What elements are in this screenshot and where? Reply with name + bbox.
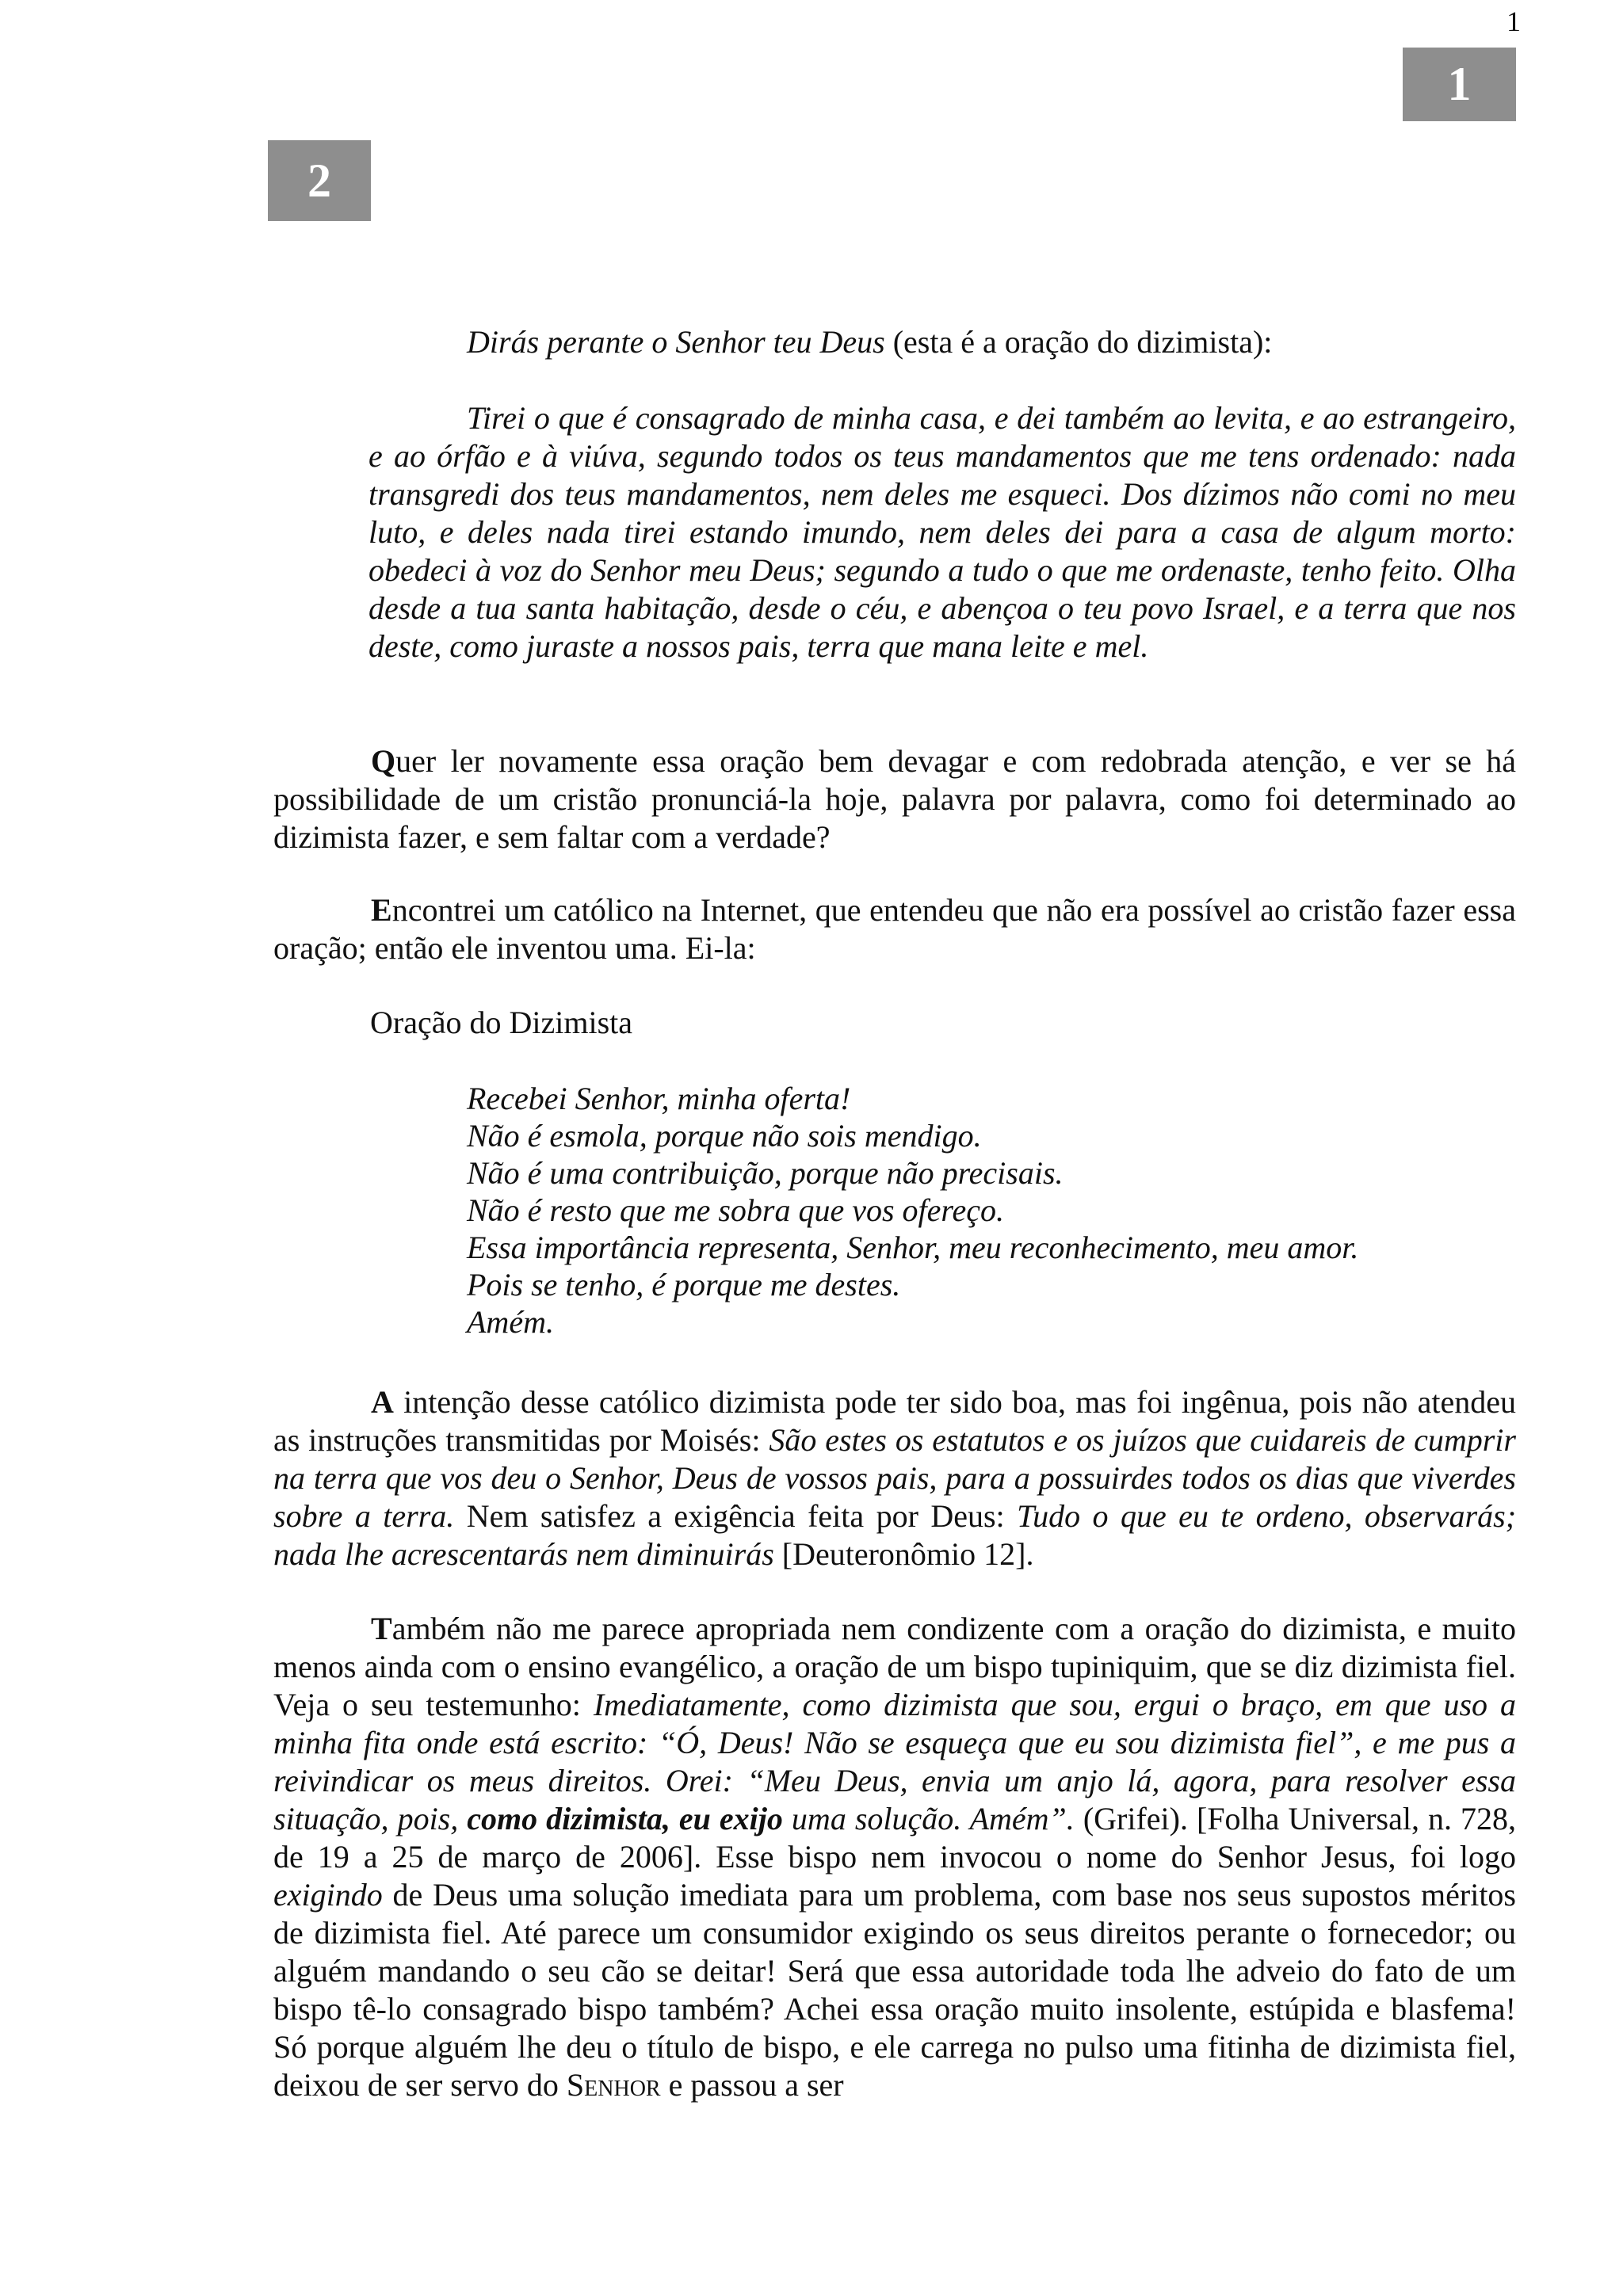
quote-first-line: Tirei o que é consagrado de minha casa, e dei também ao levita, e ao bbox=[467, 400, 1355, 436]
poem-line: Essa importância representa, Senhor, meu reconhecimento, meu amor. bbox=[467, 1230, 1359, 1265]
drop-letter: Q bbox=[371, 743, 396, 779]
poem-line: Não é uma contribuição, porque não precisais. bbox=[467, 1155, 1064, 1191]
italic-text: uma solução. Amém”. bbox=[782, 1801, 1075, 1836]
text: ambém não me parece apropriada nem condizente com a oração do dizimista, e muito menos ainda com o ensino evangélico, a oração de um bispo tupiniquim, que se diz dizimista fiel. Veja o seu testemunho: bbox=[273, 1611, 1516, 1722]
text: (Grifei). [Folha Universal, n. 728, de 19 a 25 de março de 2006]. Esse bispo nem invocou o nome do Senhor Jesus, foi logo bbox=[273, 1801, 1517, 1875]
text: intenção desse católico dizimista pode ter sido boa, mas foi ingênua, pois não atendeu as instruções transmitidas por Moisés: bbox=[273, 1384, 1516, 1458]
paragraph-text: ncontrei um católico na Internet, que entendeu que não era possível ao cristão fazer essa oração; então ele inventou uma. Ei-la: bbox=[273, 892, 1516, 966]
scripture-quote bbox=[273, 399, 1516, 666]
paragraph-text: uer ler novamente essa oração bem devagar e com redobrada atenção, e ver se há possibilidade de um cristão pronunciá-la hoje, palavra por palavra, como foi determinado ao dizimista fazer, e sem faltar com a verdade? bbox=[273, 743, 1516, 855]
intro-line bbox=[273, 323, 1516, 361]
drop-letter: T bbox=[371, 1611, 392, 1646]
poem-line: Não é esmola, porque não sois mendigo. bbox=[467, 1118, 982, 1154]
intro-italic: Dirás perante o Senhor teu Deus bbox=[467, 324, 885, 360]
poem-line: Amém. bbox=[467, 1304, 554, 1340]
page-number: 1 bbox=[1507, 6, 1521, 37]
drop-letter: A bbox=[371, 1384, 394, 1420]
page-marker-left: 2 bbox=[268, 140, 371, 221]
small-caps-text: Senhor bbox=[566, 2067, 661, 2103]
bold-italic-text: como dizimista, eu exijo bbox=[467, 1801, 783, 1836]
prayer-poem bbox=[273, 1080, 1516, 1341]
paragraph-4 bbox=[273, 1610, 1516, 2104]
italic-text: Tudo o que eu te ordeno, observarás; nada lhe acrescentarás nem diminuirás bbox=[273, 1498, 1517, 1572]
poem-line: Não é resto que me sobra que vos ofereço. bbox=[467, 1192, 1005, 1228]
text: de Deus uma solução imediata para um problema, com base nos seus supostos méritos de dizimista fiel. Até parece um consumidor exigindo os seus direitos perante o fornecedor; ou alguém mandando o seu cão se deitar! Será que essa autoridade toda lhe adveio do fato de um bispo tê-lo consagrado bispo também? Achei essa oração muito insolente, estúpida e blasfema! Só porque alguém lhe deu o título de bispo, e ele carrega no pulso uma fitinha de dizimista fiel, deixou de ser servo do bbox=[273, 1877, 1516, 2103]
page-marker-right: 1 bbox=[1403, 48, 1516, 121]
text: Nem satisfez a exigência feita por Deus: bbox=[454, 1498, 1018, 1534]
drop-letter: E bbox=[371, 892, 392, 928]
text: e passou a ser bbox=[660, 2067, 844, 2103]
quote-rest: estrangeiro, e ao órfão e à viúva, segundo todos os teus mandamentos que me tens ordenado: nada transgredi dos teus mandamentos, nem deles me esqueci. Dos dízimos não comi no meu luto, e deles nada tirei estando imundo, nem deles dei para a casa de algum morto: obedeci à voz do Senhor meu Deus; segundo a tudo o que me ordenaste, tenho feito. Olha desde a tua santa habitação, desde o céu, e abençoa o teu povo Israel, e a terra que nos deste, como juraste a nossos pais, terra que mana leite e mel. bbox=[369, 400, 1517, 664]
paragraph-1 bbox=[273, 742, 1516, 856]
italic-text: Imediatamente, como dizimista que sou, ergui o braço, em que uso a minha fita onde está escrito: “Ó, Deus! Não se esqueça que eu sou dizimista fiel”, e me pus a reivindicar os meus direitos. Orei: “Meu Deus, envia um anjo lá, agora, para resolver essa situação, pois, bbox=[273, 1687, 1517, 1836]
paragraph-3 bbox=[273, 1383, 1516, 1573]
intro-normal: (esta é a oração do dizimista): bbox=[884, 324, 1273, 360]
poem-line: Pois se tenho, é porque me destes. bbox=[467, 1267, 901, 1302]
prayer-title: Oração do Dizimista bbox=[370, 1005, 632, 1040]
poem-line: Recebei Senhor, minha oferta! bbox=[467, 1081, 851, 1116]
text: [Deuteronômio 12]. bbox=[773, 1536, 1034, 1572]
italic-text: São estes os estatutos e os juízos que cuidareis de cumprir na terra que vos deu o Senhor, Deus de vossos pais, para a possuirdes todos os dias que viverdes sobre a terra. bbox=[273, 1422, 1516, 1534]
paragraph-2 bbox=[273, 891, 1516, 967]
italic-text: exigindo bbox=[273, 1877, 383, 1913]
